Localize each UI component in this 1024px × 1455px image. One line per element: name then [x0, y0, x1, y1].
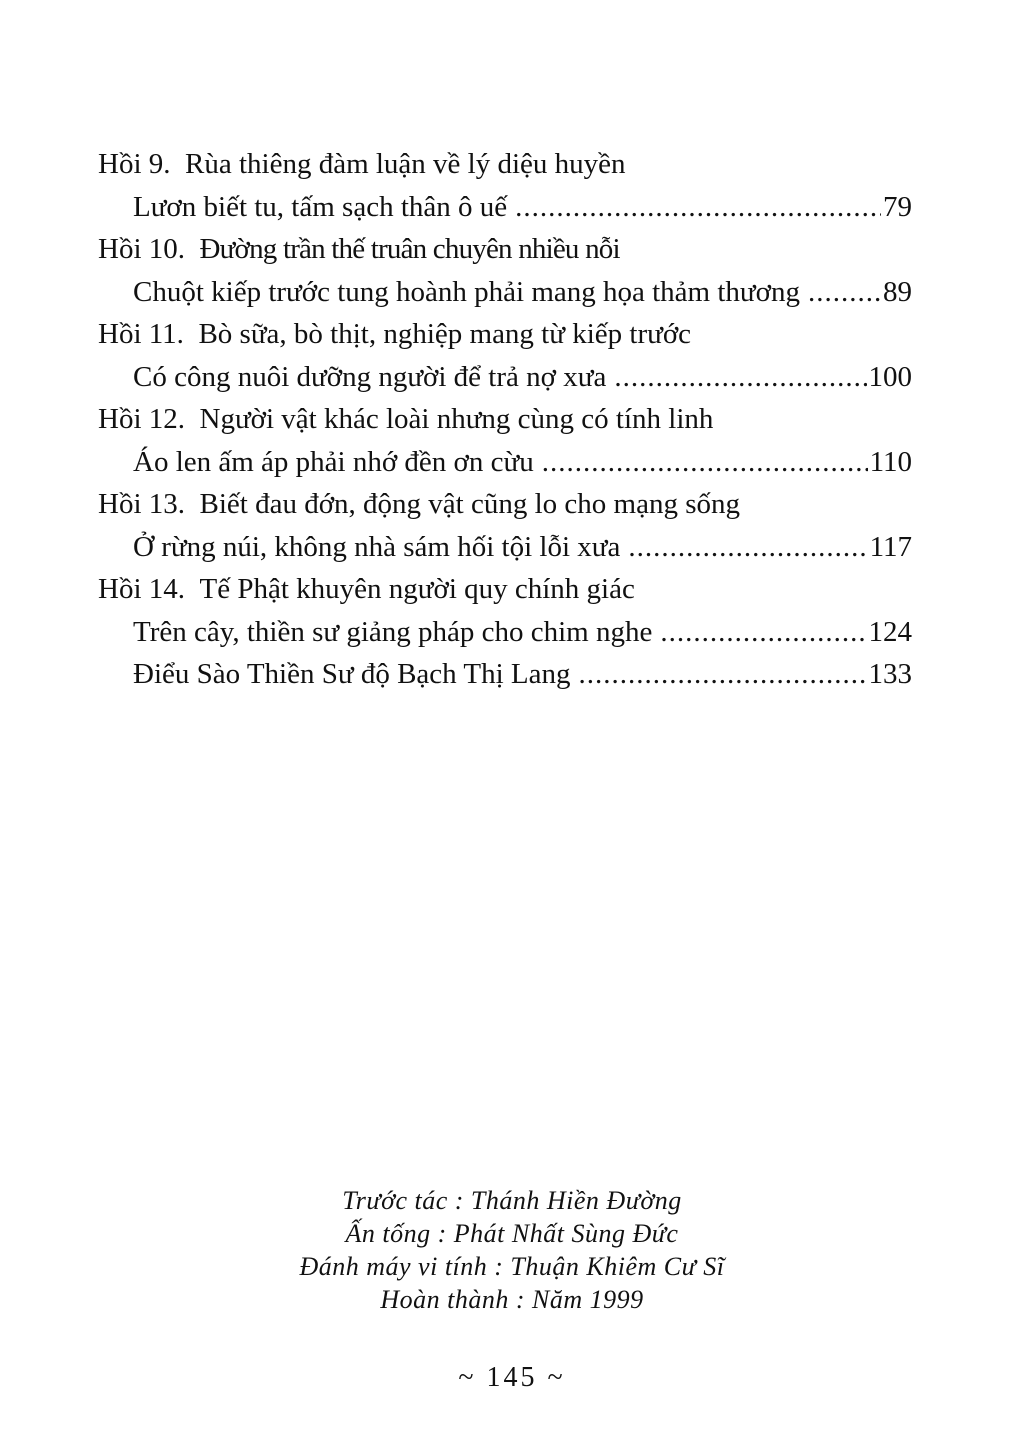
page-ref: 110 — [869, 445, 912, 478]
dot-leader — [515, 186, 881, 229]
toc-entry-subtitle-row[interactable] — [98, 356, 912, 399]
toc-entry-subtitle-row[interactable] — [98, 271, 912, 314]
chapter-number: Hồi 14. — [98, 573, 185, 605]
toc-entry-subtitle-row[interactable] — [98, 653, 912, 696]
toc-entry-13 — [98, 483, 912, 568]
toc-entry-subtitle-row[interactable] — [98, 611, 912, 654]
credit-completed: Hoàn thành : Năm 1999 — [380, 1285, 644, 1314]
chapter-heading: Bò sữa, bò thịt, nghiệp mang từ kiếp trước — [198, 318, 692, 350]
dot-leader — [628, 526, 867, 569]
page-ref: 89 — [883, 275, 912, 308]
credit-printing: Ấn tống : Phát Nhất Sùng Đức — [345, 1219, 679, 1248]
chapter-subtitle: Ở rừng núi, không nhà sám hối tội lỗi xưa — [133, 530, 621, 563]
toc-entry-extra — [98, 653, 912, 696]
chapter-number: Hồi 11. — [98, 318, 184, 350]
toc-entry-heading — [98, 143, 912, 186]
toc-entry-14 — [98, 568, 912, 653]
chapter-heading: Biết đau đớn, động vật cũng lo cho mạng sống — [199, 488, 740, 520]
toc-entry-subtitle-row[interactable] — [98, 441, 912, 484]
chapter-heading: Người vật khác loài nhưng cùng có tính linh — [199, 403, 714, 435]
page-ref: 117 — [869, 530, 912, 563]
chapter-heading: Đường trần thế truân chuyên nhiều nỗi — [199, 233, 620, 265]
credit-typing: Đánh máy vi tính : Thuận Khiêm Cư Sĩ — [299, 1252, 725, 1281]
toc-entry-heading — [98, 228, 912, 271]
chapter-heading: Rùa thiêng đàm luận về lý diệu huyền — [185, 148, 626, 180]
chapter-subtitle: Chuột kiếp trước tung hoành phải mang họa thảm thương — [133, 275, 800, 308]
toc-entry-heading — [98, 483, 912, 526]
table-of-contents — [98, 143, 912, 696]
credit-author: Trước tác : Thánh Hiền Đường — [342, 1186, 682, 1215]
toc-entry-heading — [98, 313, 912, 356]
toc-entry-subtitle-row[interactable] — [98, 186, 912, 229]
page-number: ~ 145 ~ — [458, 1362, 566, 1393]
chapter-subtitle: Áo len ấm áp phải nhớ đền ơn cừu — [133, 445, 534, 478]
page-ref: 79 — [883, 190, 912, 223]
chapter-subtitle: Điểu Sào Thiền Sư độ Bạch Thị Lang — [133, 658, 571, 690]
dot-leader — [579, 653, 867, 696]
toc-entry-11 — [98, 313, 912, 398]
chapter-number: Hồi 13. — [98, 488, 185, 520]
dot-leader — [614, 356, 866, 399]
page-ref: 133 — [868, 658, 912, 690]
toc-entry-12 — [98, 398, 912, 483]
dot-leader — [542, 441, 868, 484]
chapter-number: Hồi 10. — [98, 233, 185, 265]
chapter-subtitle: Có công nuôi dưỡng người để trả nợ xưa — [133, 360, 607, 393]
toc-entry-heading — [98, 398, 912, 441]
toc-entry-9 — [98, 143, 912, 228]
chapter-heading: Tế Phật khuyên người quy chính giác — [199, 573, 635, 605]
toc-entry-10 — [98, 228, 912, 313]
chapter-subtitle: Lươn biết tu, tấm sạch thân ô uế — [133, 190, 508, 223]
dot-leader — [660, 611, 866, 654]
page-ref: 100 — [868, 360, 912, 393]
page-ref: 124 — [868, 615, 912, 648]
chapter-number: Hồi 12. — [98, 403, 185, 435]
toc-entry-heading — [98, 568, 912, 611]
toc-entry-subtitle-row[interactable] — [98, 526, 912, 569]
dot-leader — [808, 271, 881, 314]
credits-block — [0, 1184, 1024, 1316]
chapter-number: Hồi 9. — [98, 148, 171, 180]
chapter-subtitle: Trên cây, thiền sư giảng pháp cho chim nghe — [133, 615, 653, 648]
